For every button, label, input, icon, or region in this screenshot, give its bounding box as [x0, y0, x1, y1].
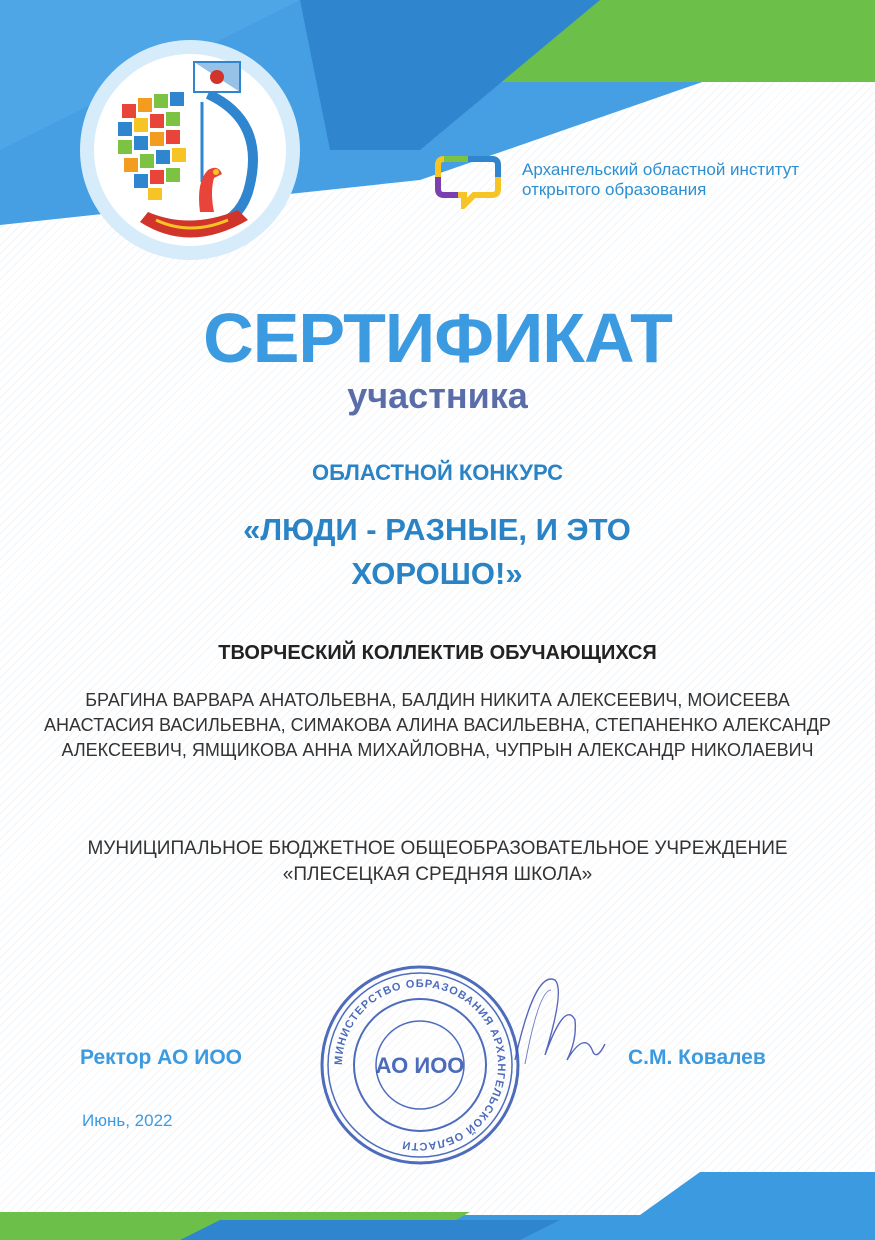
- team-label: ТВОРЧЕСКИЙ КОЛЛЕКТИВ ОБУЧАЮЩИХСЯ: [218, 642, 657, 664]
- certificate-title: СЕРТИФИКАТ: [203, 299, 672, 377]
- contest-label: ОБЛАСТНОЙ КОНКУРС: [312, 460, 563, 485]
- issue-date: Июнь, 2022: [82, 1111, 173, 1130]
- institute-logo-icon: [434, 153, 502, 209]
- event-logo-icon: [78, 32, 302, 264]
- members-list: БРАГИНА ВАРВАРА АНАТОЛЬЕВНА, БАЛДИН НИКИТА АЛЕКСЕЕВИЧ, МОИСЕЕВА АНАСТАСИЯ ВАСИЛЬЕВНА, СИМАКОВА АЛИНА ВАСИЛЬЕВНА, СТЕПАНЕНКО АЛЕКСАНДР АЛЕКСЕЕВИЧ, ЯМЩИКОВА АННА МИХАЙЛОВНА, ЧУПРЫН АЛЕКСАНДР НИКОЛАЕВИЧ: [44, 690, 831, 760]
- signatory-role: Ректор АО ИОО: [80, 1046, 242, 1069]
- signature-icon: [505, 960, 615, 1080]
- stamp-ring-text: МИНИСТЕРСТВО ОБРАЗОВАНИЯ АРХАНГЕЛЬСКОЙ ОБЛАСТИ: [332, 977, 508, 1153]
- institute-name: Архангельский областной институт открытого образования: [522, 160, 799, 199]
- signatory-name: С.М. Ковалев: [628, 1046, 766, 1069]
- stamp-center-text: АО ИОО: [375, 1053, 465, 1078]
- school-name: МУНИЦИПАЛЬНОЕ БЮДЖЕТНОЕ ОБЩЕОБРАЗОВАТЕЛЬНОЕ УЧРЕЖДЕНИЕ «ПЛЕСЕЦКАЯ СРЕДНЯЯ ШКОЛА»: [87, 838, 788, 885]
- contest-name: «ЛЮДИ - РАЗНЫЕ, И ЭТО ХОРОШО!»: [243, 512, 631, 591]
- stamp-icon: [318, 963, 522, 1167]
- certificate-subtitle: участника: [347, 375, 528, 416]
